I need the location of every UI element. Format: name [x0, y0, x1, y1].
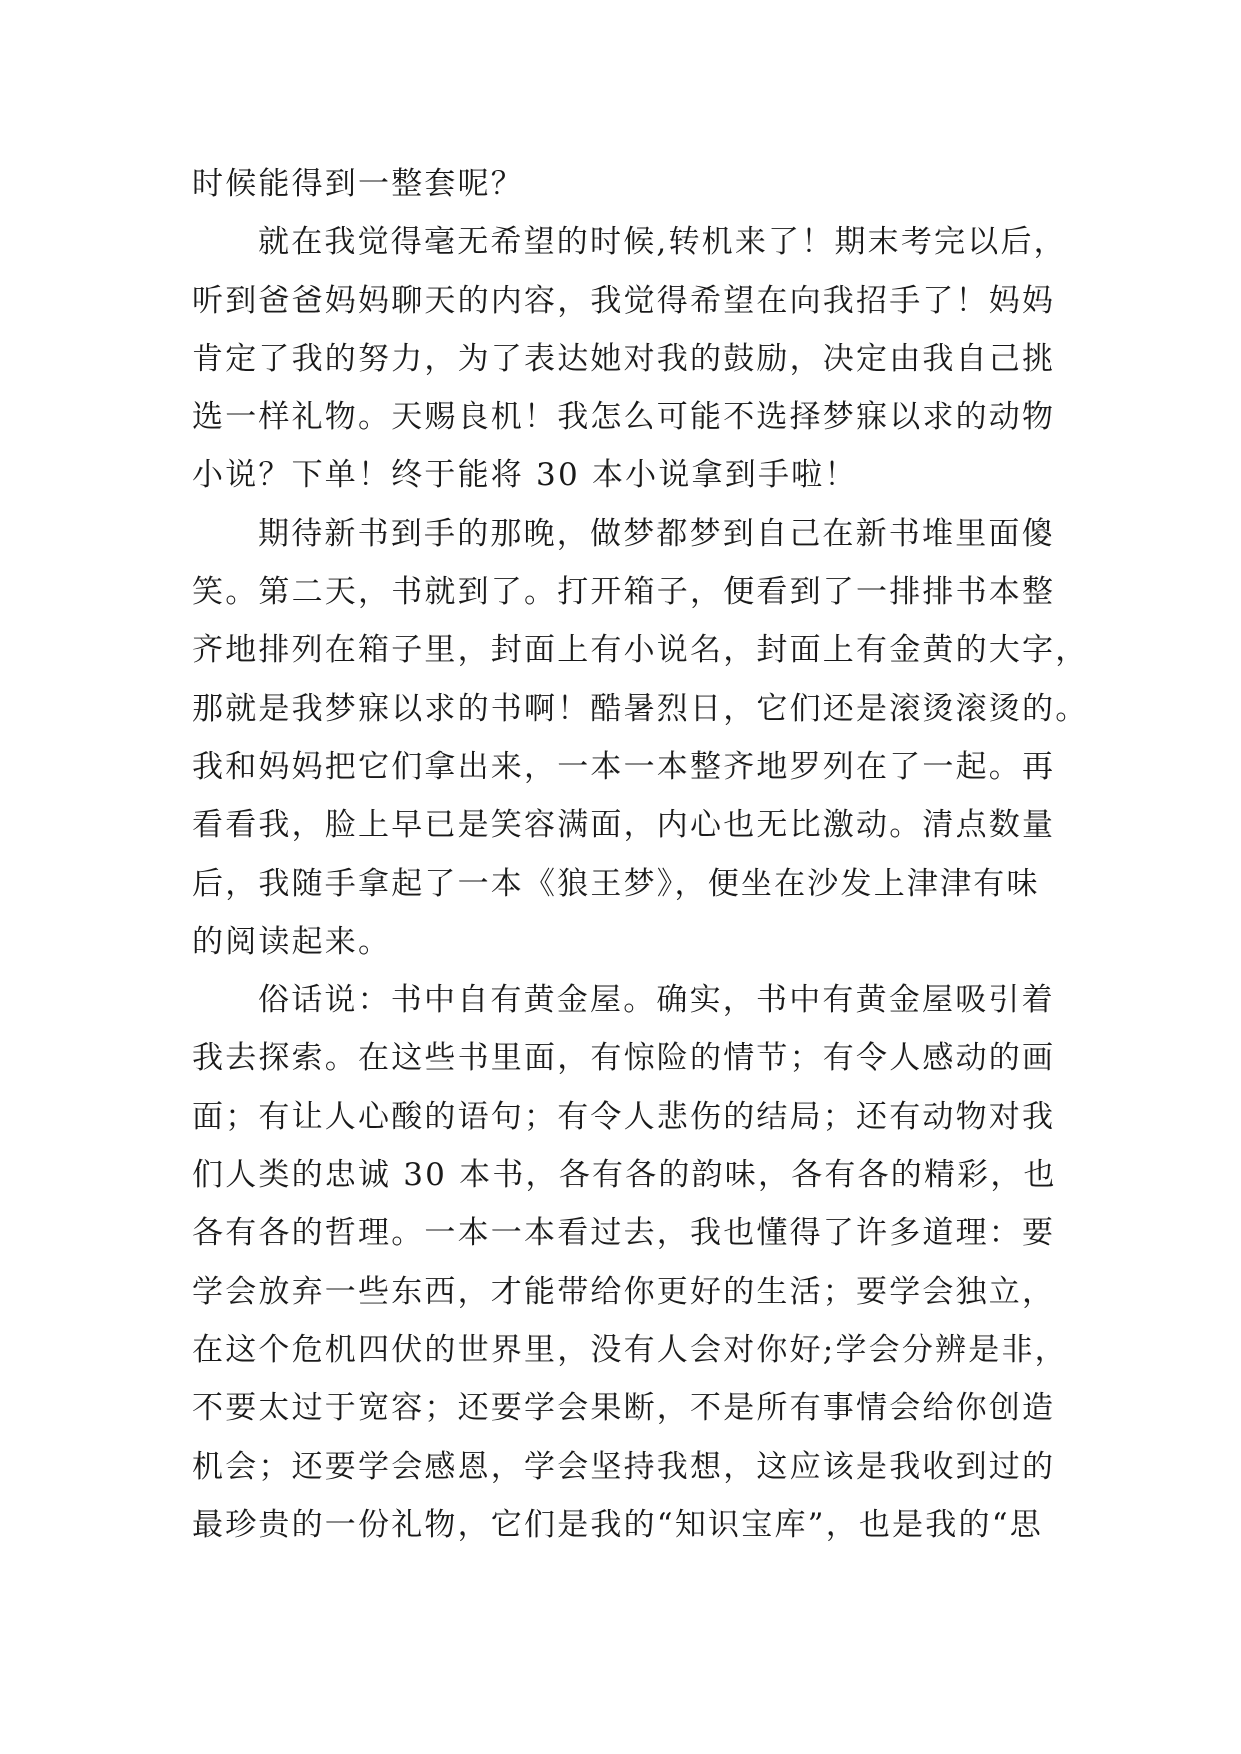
text-line: 笑。第二天，书就到了。打开箱子，便看到了一排排书本整	[192, 574, 1056, 611]
text-line: 学会放弃一些东西，才能带给你更好的生活；要学会独立，	[192, 1273, 1056, 1310]
text-line: 们人类的忠诚 30 本书，各有各的韵味，各有各的精彩，也	[192, 1157, 1057, 1194]
text-line: 各有各的哲理。一本一本看过去，我也懂得了许多道理：要	[192, 1215, 1056, 1252]
text-line: 我和妈妈把它们拿出来，一本一本整齐地罗列在了一起。再	[192, 748, 1056, 785]
text-line: 机会；还要学会感恩，学会坚持我想，这应该是我收到过的	[192, 1448, 1056, 1485]
text-line: 看看我，脸上早已是笑容满面，内心也无比激动。清点数量	[192, 807, 1056, 844]
paragraph-start-line: 期待新书到手的那晚，做梦都梦到自己在新书堆里面傻	[258, 515, 1055, 552]
text-line: 在这个危机四伏的世界里，没有人会对你好;学会分辨是非，	[192, 1331, 1068, 1368]
text-line: 那就是我梦寐以求的书啊！酷暑烈日，它们还是滚烫滚烫的。	[192, 690, 1089, 727]
text-line: 不要太过于宽容；还要学会果断，不是所有事情会给你创造	[192, 1390, 1056, 1427]
essay-body	[192, 155, 1089, 1554]
text-line: 肯定了我的努力，为了表达她对我的鼓励，决定由我自己挑	[192, 340, 1056, 377]
text-line: 最珍贵的一份礼物，它们是我的“知识宝库”，也是我的“思	[192, 1506, 1043, 1543]
text-line: 的阅读起来。	[192, 923, 392, 960]
paragraph-start-line: 就在我觉得毫无希望的时候,转机来了！期末考完以后，	[258, 224, 1067, 261]
text-line: 小说？下单！终于能将 30 本小说拿到手啦！	[192, 457, 858, 494]
text-line: 选一样礼物。天赐良机！我怎么可能不选择梦寐以求的动物	[192, 399, 1056, 436]
paragraph-start-line: 俗话说：书中自有黄金屋。确实，书中有黄金屋吸引着	[258, 982, 1055, 1019]
text-line: 我去探索。在这些书里面，有惊险的情节；有令人感动的画	[192, 1040, 1056, 1077]
text-line: 齐地排列在箱子里，封面上有小说名，封面上有金黄的大字，	[192, 632, 1089, 669]
text-line: 听到爸爸妈妈聊天的内容，我觉得希望在向我招手了！妈妈	[192, 282, 1056, 319]
text-line: 后，我随手拿起了一本《狼王梦》，便坐在沙发上津津有味	[192, 865, 1040, 902]
text-line: 面；有让人心酸的语句；有令人悲伤的结局；还有动物对我	[192, 1098, 1056, 1135]
text-line: 时候能得到一整套呢？	[192, 166, 524, 202]
